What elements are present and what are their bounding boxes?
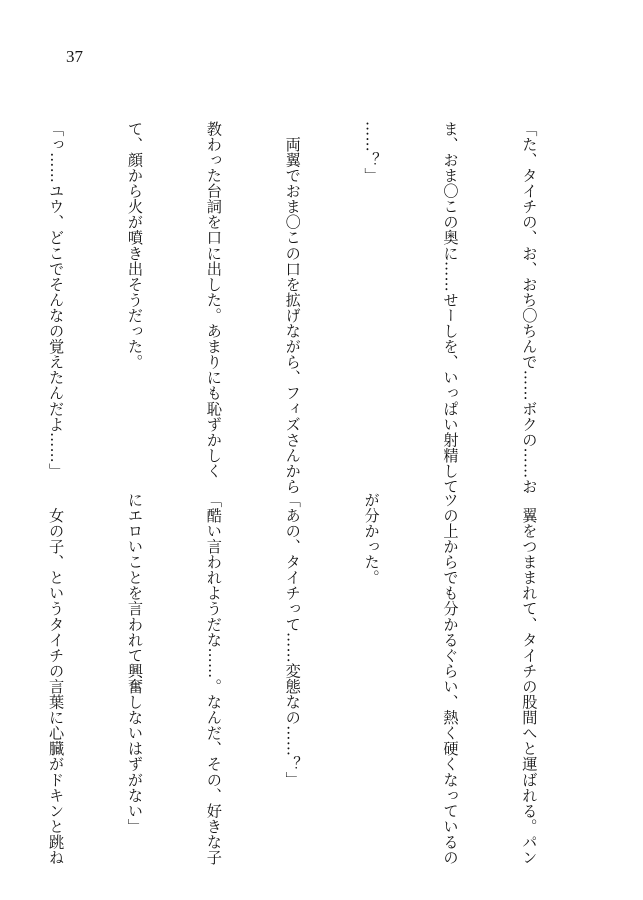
text-line: にエロいことを言われて興奮しないはずがない」: [125, 492, 144, 835]
text-line: ツの上からでも分かるぐらい、熱く硬くなっているの: [441, 492, 460, 866]
text-line: 翼をつままれて、タイチの股間へと運ばれる。パン: [520, 492, 539, 866]
text-line: が分かった。: [362, 492, 381, 586]
text-line: ま、おま〇この奥に……せーしを、いっぱい射精して: [441, 121, 460, 495]
text-line: 「た、タイチの、お、おち〇ちんで……ボクの……お: [520, 121, 539, 495]
page-number: 37: [66, 47, 83, 66]
upper-text-block: [47, 121, 595, 495]
text-line: 「酷い言われようだな……。なんだ、その、好きな子: [204, 492, 223, 866]
text-line: 「あの、タイチって……変態なの……？」: [283, 492, 302, 788]
lower-text-block: [47, 492, 595, 866]
text-line: 「っ……ユウ、どこでそんなの覚えたんだよ……」: [47, 121, 66, 479]
text-line: て、顔から火が噴き出そうだった。: [125, 121, 144, 370]
text-line: 教わった台詞を口に出した。あまりにも恥ずかしく: [204, 121, 223, 479]
text-line: 女の子、というタイチの言葉に心臓がドキンと跳ね: [47, 492, 66, 866]
text-line: 両翼でおま〇この口を拡げながら、フィズさんから: [283, 121, 302, 495]
text-line: ……？」: [362, 121, 381, 184]
